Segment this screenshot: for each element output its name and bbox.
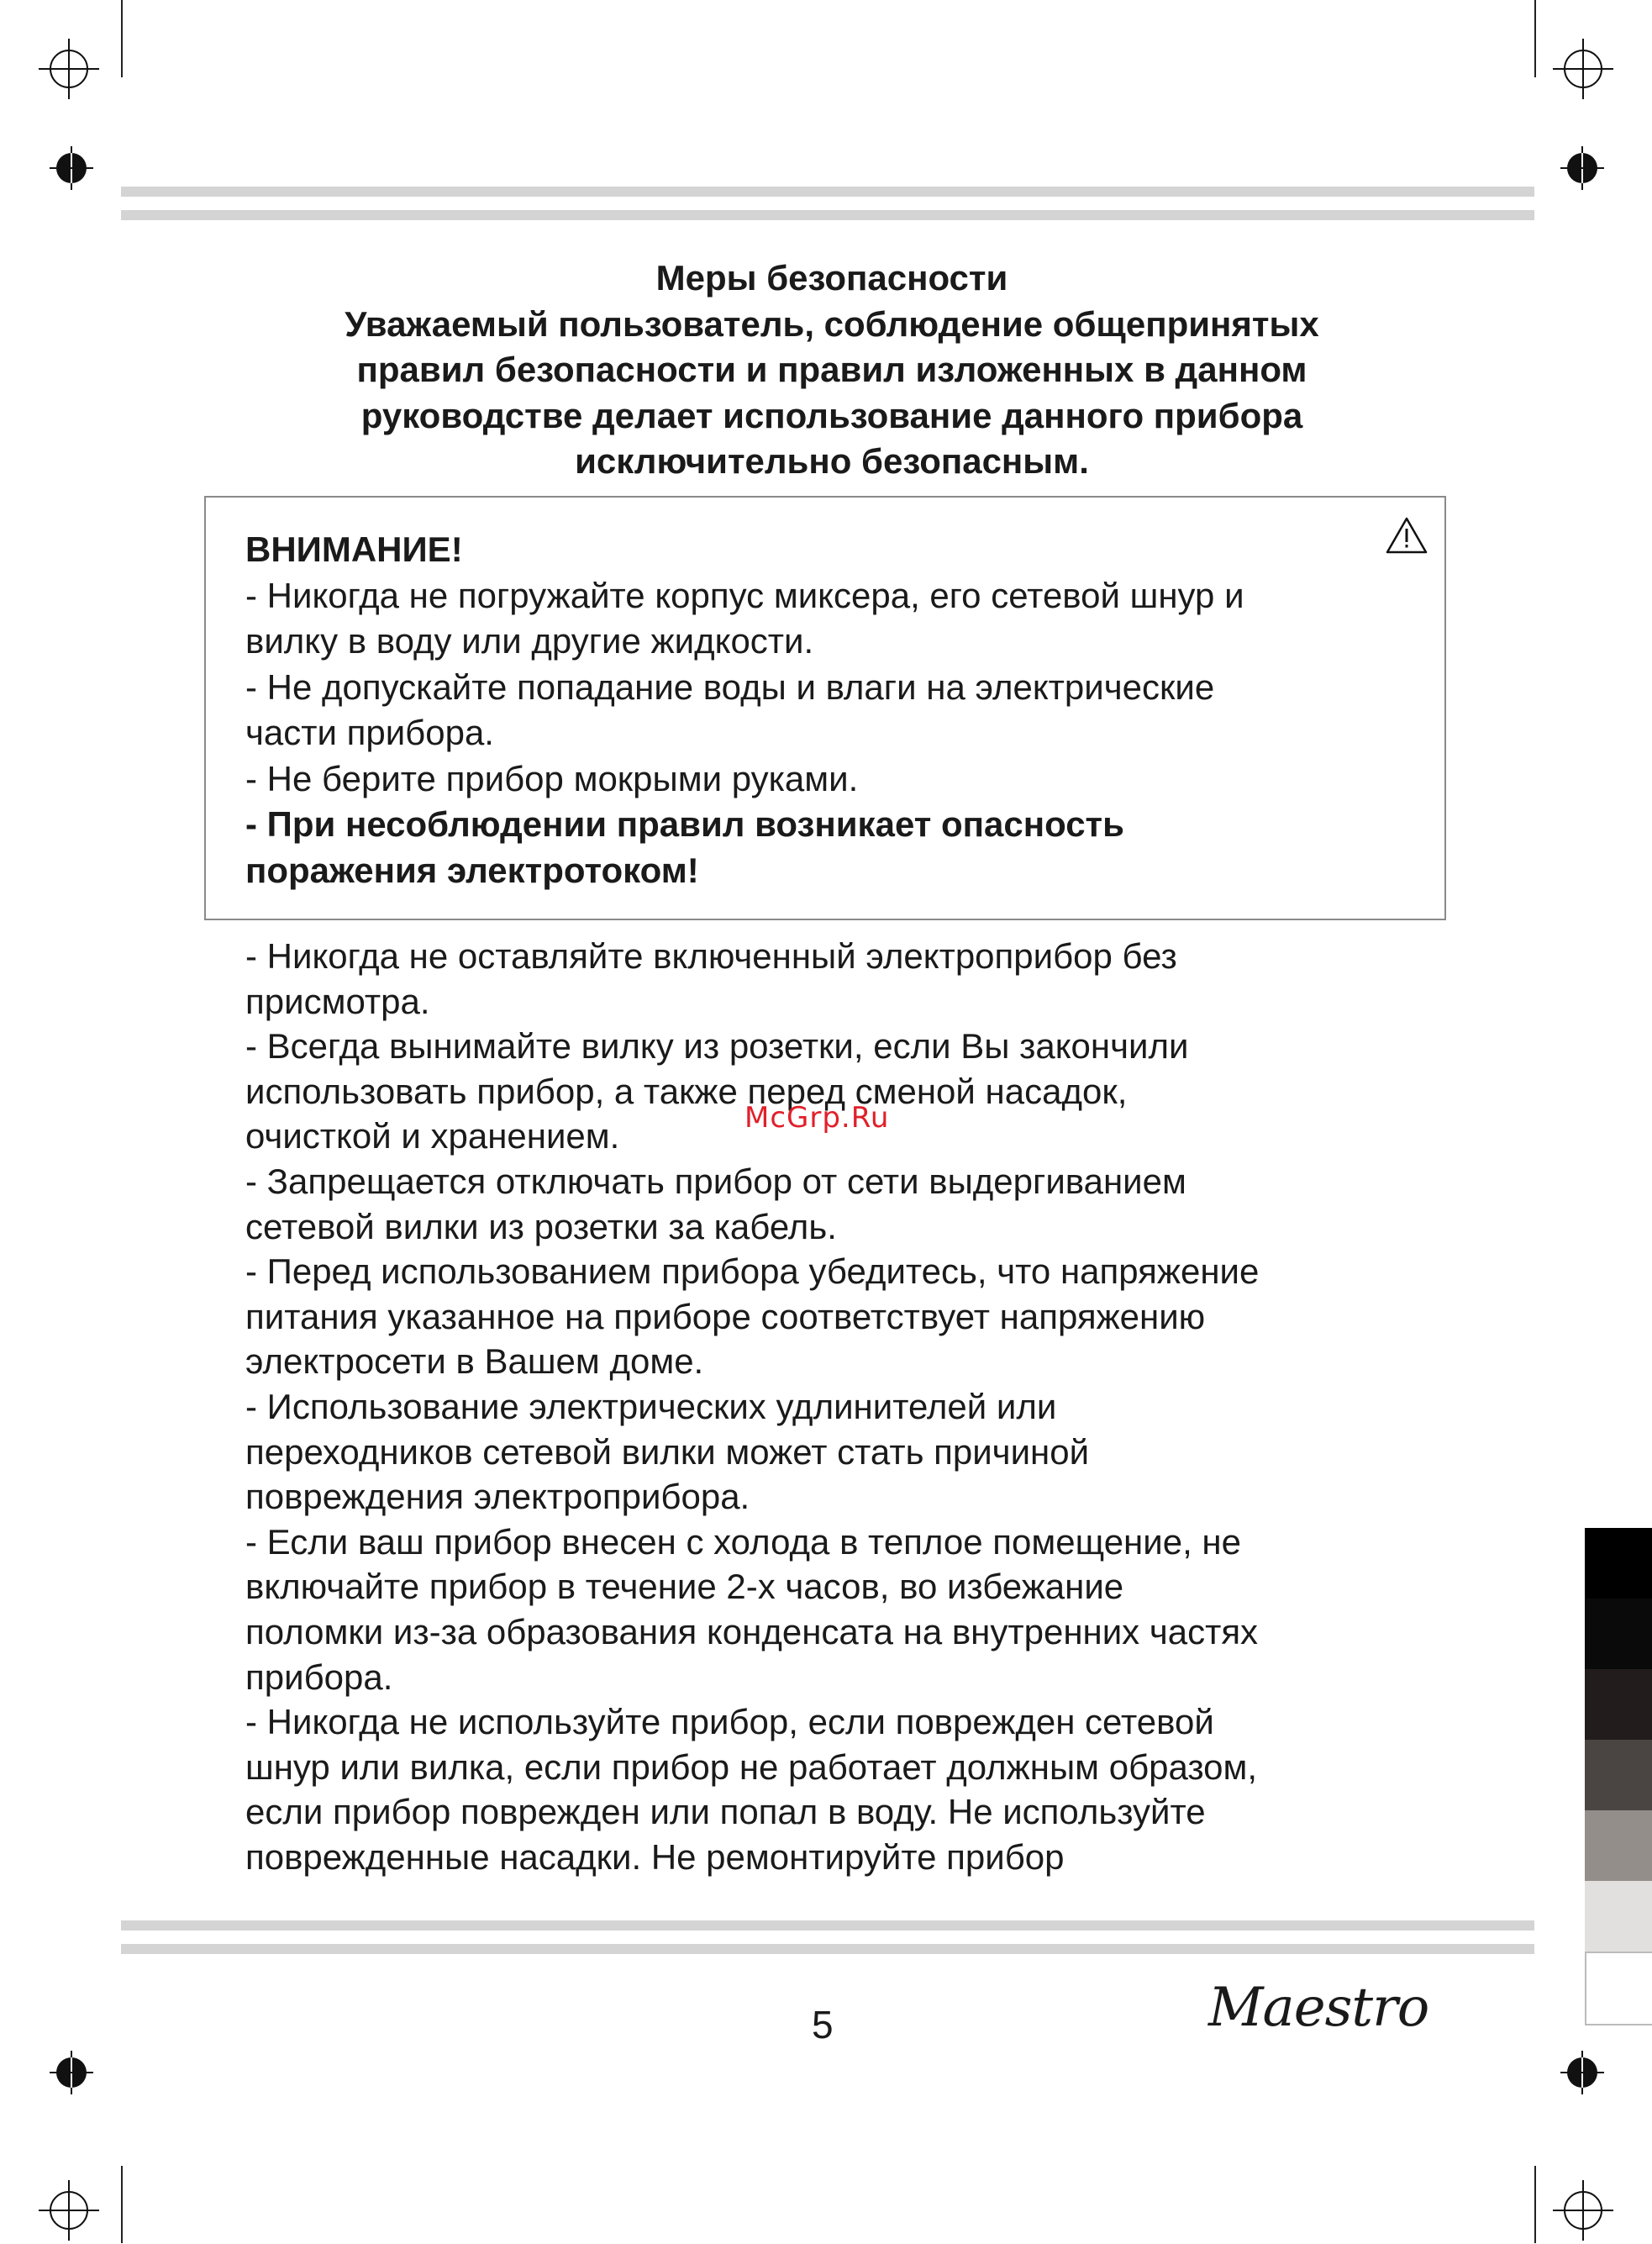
- warning-line: - Не берите прибор мокрыми руками.: [245, 758, 859, 798]
- heading-title: Меры безопасности: [655, 258, 1008, 298]
- safety-instructions: [245, 934, 1439, 1879]
- header-rule: [121, 187, 1534, 197]
- registration-mark-top-right: [1549, 35, 1617, 103]
- crop-line: [121, 0, 123, 77]
- color-swatch: [1585, 1952, 1652, 2025]
- warning-content: [245, 527, 1439, 893]
- warning-emphasis-line: поражения электротоком!: [245, 850, 699, 890]
- body-line: - Если ваш прибор внесен с холода в теплое помещение, не: [245, 1521, 1241, 1562]
- section-heading: [210, 255, 1454, 485]
- body-line: - Никогда не оставляйте включенный электроприбор без: [245, 936, 1177, 976]
- color-swatch: [1585, 1810, 1652, 1881]
- crop-line: [121, 2166, 123, 2243]
- warning-line: - Не допускайте попадание воды и влаги на электрические: [245, 666, 1215, 707]
- body-line: - Никогда не используйте прибор, если поврежден сетевой: [245, 1702, 1214, 1742]
- body-line: поломки из-за образования конденсата на внутренних частях: [245, 1611, 1259, 1651]
- body-line: - Запрещается отключать прибор от сети выдергиванием: [245, 1161, 1186, 1201]
- body-line: сетевой вилки из розетки за кабель.: [245, 1206, 837, 1246]
- warning-line: вилку в воду или другие жидкости.: [245, 621, 814, 661]
- body-line: повреждения электроприбора.: [245, 1477, 750, 1517]
- body-line: питания указанное на приборе соответствует напряжению: [245, 1296, 1206, 1336]
- body-line: - Всегда вынимайте вилку из розетки, если Вы закончили: [245, 1026, 1189, 1067]
- footer-rule: [121, 1920, 1534, 1931]
- body-line: поврежденные насадки. Не ремонтируйте прибор: [245, 1836, 1065, 1877]
- heading-line: Уважаемый пользователь, соблюдение общепринятых: [345, 303, 1319, 344]
- page-number: 5: [812, 2003, 834, 2046]
- heading-line: руководстве делает использование данного прибора: [360, 395, 1303, 435]
- body-line: шнур или вилка, если прибор не работает должным образом,: [245, 1746, 1258, 1787]
- body-line: использовать прибор, а также перед сменой насадок,: [245, 1071, 1128, 1111]
- warning-title: ВНИМАНИЕ!: [245, 529, 463, 569]
- registration-mark-top-left: [35, 35, 103, 103]
- heading-line: исключительно безопасным.: [575, 441, 1089, 481]
- crop-line: [1534, 2166, 1536, 2243]
- header-rule: [121, 210, 1534, 220]
- heading-line: правил безопасности и правил изложенных в данном: [356, 350, 1307, 389]
- registration-mark-bottom-left: [35, 2177, 103, 2244]
- registration-mark-bottom-right: [1549, 2177, 1617, 2244]
- color-swatch: [1585, 1740, 1652, 1810]
- color-swatch: [1585, 1669, 1652, 1740]
- body-line: прибора.: [245, 1657, 393, 1697]
- crop-line: [1534, 0, 1536, 77]
- registration-dot: [1567, 153, 1597, 183]
- brand-logo: Maestro: [1208, 1977, 1429, 2039]
- footer-rule: [121, 1944, 1534, 1954]
- color-swatch: [1585, 1599, 1652, 1669]
- color-swatch: [1585, 1881, 1652, 1952]
- warning-line: части прибора.: [245, 713, 494, 752]
- warning-emphasis-line: - При несоблюдении правил возникает опасность: [245, 804, 1124, 844]
- warning-line: - Никогда не погружайте корпус миксера, его сетевой шнур и: [245, 575, 1244, 615]
- body-line: - Использование электрических удлинителей или: [245, 1386, 1057, 1426]
- watermark: McGrp.Ru: [744, 1101, 890, 1135]
- registration-dot: [56, 2057, 87, 2088]
- body-line: очисткой и хранением.: [245, 1116, 620, 1156]
- body-line: если прибор поврежден или попал в воду. Не используйте: [245, 1792, 1206, 1832]
- registration-dot: [56, 153, 87, 183]
- registration-dot: [1567, 2057, 1597, 2088]
- body-line: присмотра.: [245, 981, 430, 1021]
- body-line: - Перед использованием прибора убедитесь, что напряжение: [245, 1251, 1260, 1292]
- body-line: переходников сетевой вилки может стать причиной: [245, 1431, 1090, 1472]
- body-line: электросети в Вашем доме.: [245, 1341, 704, 1382]
- body-line: включайте прибор в течение 2-х часов, во избежание: [245, 1567, 1124, 1607]
- color-swatch: [1585, 1528, 1652, 1599]
